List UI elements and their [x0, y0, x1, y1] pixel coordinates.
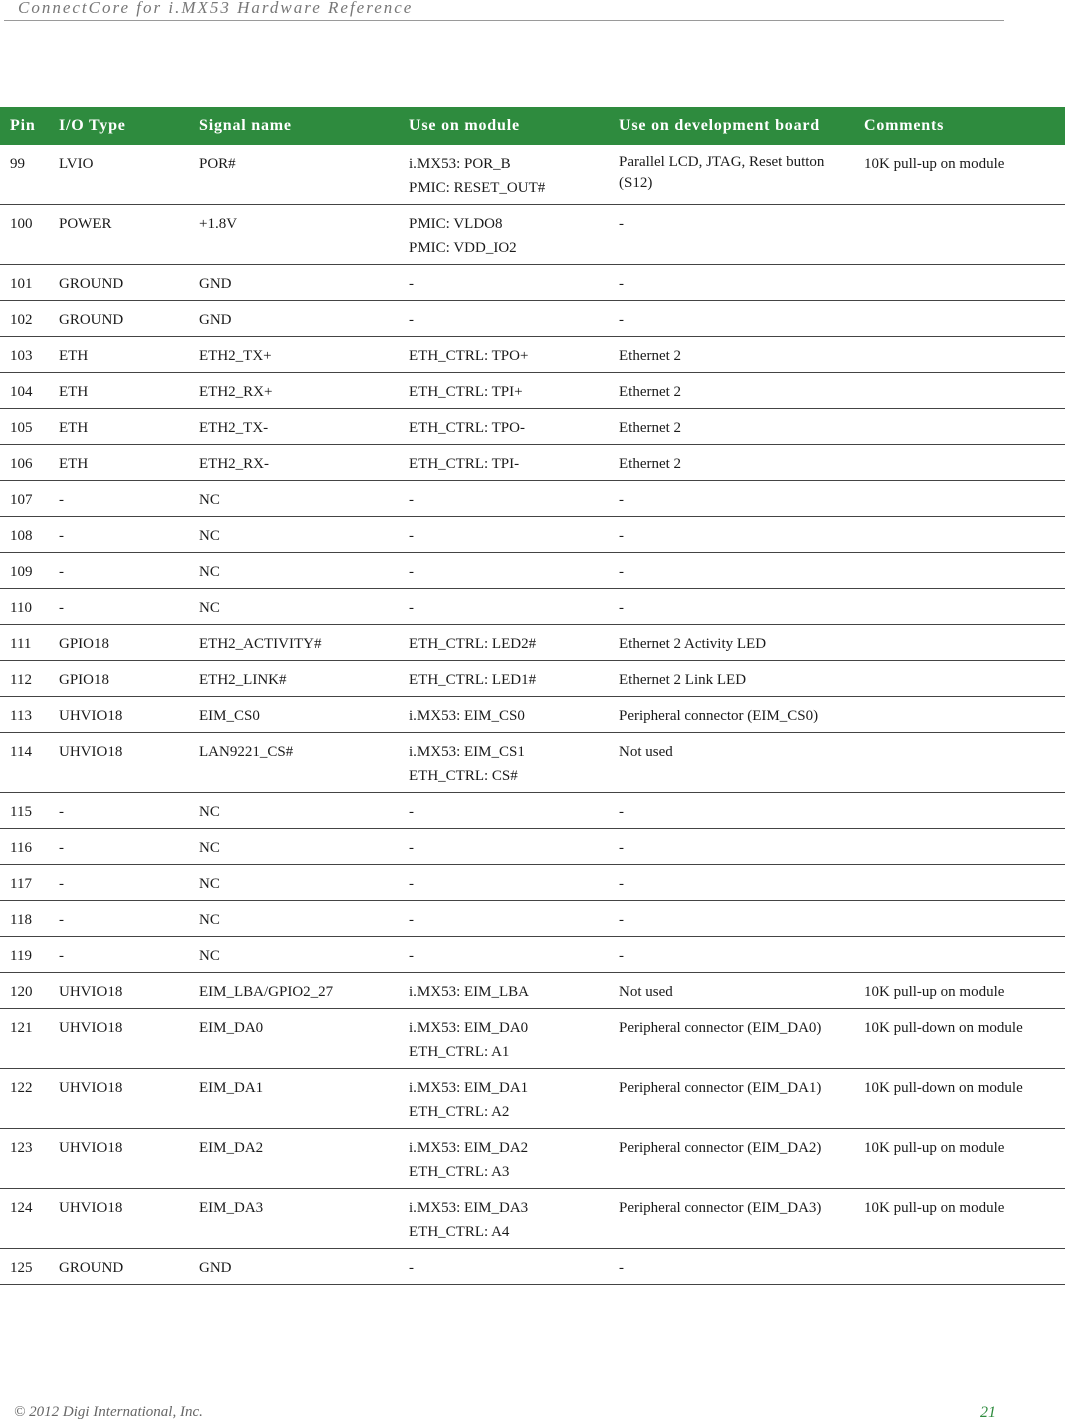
cell-use-on-board: - — [609, 265, 854, 301]
table-row — [0, 865, 1065, 901]
cell-use-on-board: Ethernet 2 Activity LED — [609, 625, 854, 661]
cell-use-on-module — [399, 445, 609, 481]
cell-pin: 110 — [0, 589, 49, 625]
cell-signal-name: EIM_DA0 — [189, 1009, 399, 1069]
cell-use-on-board: - — [609, 1249, 854, 1285]
cell-comments — [854, 937, 1065, 973]
module-use-line: - — [409, 312, 414, 328]
cell-signal-name: NC — [189, 517, 399, 553]
cell-io-type: GPIO18 — [49, 661, 189, 697]
cell-use-on-module — [399, 1129, 609, 1189]
cell-comments — [854, 481, 1065, 517]
footer-copyright: © 2012 Digi International, Inc. — [14, 1404, 203, 1420]
cell-signal-name: NC — [189, 865, 399, 901]
cell-signal-name: ETH2_LINK# — [189, 661, 399, 697]
cell-pin: 99 — [0, 145, 49, 205]
module-use-line: - — [409, 876, 414, 892]
cell-pin: 125 — [0, 1249, 49, 1285]
cell-signal-name: NC — [189, 829, 399, 865]
cell-pin: 118 — [0, 901, 49, 937]
cell-comments — [854, 865, 1065, 901]
cell-pin: 120 — [0, 973, 49, 1009]
module-use-line: i.MX53: EIM_CS0 — [409, 708, 525, 724]
cell-pin: 123 — [0, 1129, 49, 1189]
cell-comments — [854, 829, 1065, 865]
table-row — [0, 517, 1065, 553]
column-header-use-on-board: Use on development board — [609, 107, 854, 145]
cell-use-on-module — [399, 1069, 609, 1129]
cell-io-type: - — [49, 553, 189, 589]
table-row — [0, 937, 1065, 973]
module-use-line: - — [409, 948, 414, 964]
cell-comments — [854, 733, 1065, 793]
column-header-use-on-module: Use on module — [399, 107, 609, 145]
module-use-line: - — [409, 600, 414, 616]
cell-io-type: UHVIO18 — [49, 697, 189, 733]
module-use-line: i.MX53: EIM_DA2 — [409, 1140, 529, 1156]
cell-pin: 106 — [0, 445, 49, 481]
cell-signal-name: EIM_LBA/GPIO2_27 — [189, 973, 399, 1009]
module-use-line: ETH_CTRL: TPO- — [409, 420, 525, 436]
cell-io-type: GROUND — [49, 265, 189, 301]
cell-comments: 10K pull-down on module — [854, 1069, 1065, 1129]
cell-signal-name: EIM_CS0 — [189, 697, 399, 733]
module-use-line: ETH_CTRL: TPI+ — [409, 384, 523, 400]
cell-use-on-module — [399, 517, 609, 553]
table-row — [0, 553, 1065, 589]
module-use-line: i.MX53: EIM_LBA — [409, 984, 529, 1000]
cell-use-on-module — [399, 937, 609, 973]
module-use-line: ETH_CTRL: CS# — [409, 768, 518, 784]
cell-signal-name: NC — [189, 481, 399, 517]
cell-signal-name: LAN9221_CS# — [189, 733, 399, 793]
cell-use-on-module — [399, 481, 609, 517]
cell-pin: 112 — [0, 661, 49, 697]
cell-use-on-module — [399, 1009, 609, 1069]
module-use-line: ETH_CTRL: TPI- — [409, 456, 520, 472]
cell-use-on-module — [399, 409, 609, 445]
cell-comments — [854, 517, 1065, 553]
table-row — [0, 337, 1065, 373]
cell-use-on-module — [399, 553, 609, 589]
cell-pin: 103 — [0, 337, 49, 373]
table-row — [0, 625, 1065, 661]
cell-use-on-board: Peripheral connector (EIM_DA1) — [609, 1069, 854, 1129]
cell-comments — [854, 793, 1065, 829]
cell-use-on-board: Ethernet 2 — [609, 409, 854, 445]
table-row — [0, 1189, 1065, 1249]
cell-comments — [854, 445, 1065, 481]
cell-comments: 10K pull-up on module — [854, 973, 1065, 1009]
cell-comments — [854, 625, 1065, 661]
cell-signal-name: EIM_DA3 — [189, 1189, 399, 1249]
cell-signal-name: NC — [189, 937, 399, 973]
cell-use-on-board: Peripheral connector (EIM_DA2) — [609, 1129, 854, 1189]
cell-pin: 117 — [0, 865, 49, 901]
header-rule — [4, 20, 1004, 21]
pin-table — [0, 107, 1065, 1285]
cell-comments — [854, 1249, 1065, 1285]
cell-io-type: UHVIO18 — [49, 1009, 189, 1069]
cell-use-on-module — [399, 733, 609, 793]
cell-comments — [854, 301, 1065, 337]
cell-use-on-module — [399, 145, 609, 205]
table-row — [0, 1069, 1065, 1129]
cell-pin: 114 — [0, 733, 49, 793]
cell-io-type: LVIO — [49, 145, 189, 205]
table-row — [0, 205, 1065, 265]
cell-pin: 111 — [0, 625, 49, 661]
cell-io-type: GPIO18 — [49, 625, 189, 661]
cell-use-on-module — [399, 865, 609, 901]
cell-use-on-module — [399, 337, 609, 373]
module-use-line: PMIC: RESET_OUT# — [409, 180, 546, 196]
cell-signal-name: ETH2_ACTIVITY# — [189, 625, 399, 661]
cell-comments — [854, 589, 1065, 625]
cell-use-on-board: - — [609, 481, 854, 517]
cell-use-on-board: - — [609, 829, 854, 865]
cell-pin: 104 — [0, 373, 49, 409]
cell-use-on-board: Peripheral connector (EIM_DA3) — [609, 1189, 854, 1249]
module-use-line: - — [409, 840, 414, 856]
cell-pin: 100 — [0, 205, 49, 265]
cell-io-type: GROUND — [49, 301, 189, 337]
cell-use-on-module — [399, 625, 609, 661]
cell-pin: 119 — [0, 937, 49, 973]
cell-io-type: UHVIO18 — [49, 733, 189, 793]
cell-signal-name: GND — [189, 1249, 399, 1285]
cell-use-on-board: - — [609, 937, 854, 973]
cell-io-type: ETH — [49, 373, 189, 409]
cell-use-on-board: - — [609, 589, 854, 625]
cell-signal-name: ETH2_TX- — [189, 409, 399, 445]
cell-pin: 109 — [0, 553, 49, 589]
cell-io-type: - — [49, 589, 189, 625]
cell-use-on-module — [399, 373, 609, 409]
table-row — [0, 901, 1065, 937]
cell-pin: 124 — [0, 1189, 49, 1249]
cell-comments: 10K pull-up on module — [854, 1189, 1065, 1249]
cell-use-on-module — [399, 697, 609, 733]
module-use-line: i.MX53: EIM_CS1 — [409, 744, 525, 760]
cell-use-on-board: - — [609, 793, 854, 829]
cell-signal-name: ETH2_RX+ — [189, 373, 399, 409]
table-row — [0, 589, 1065, 625]
module-use-line: - — [409, 1260, 414, 1276]
module-use-line: - — [409, 528, 414, 544]
cell-use-on-board: Ethernet 2 — [609, 337, 854, 373]
cell-use-on-board-text: Parallel LCD, JTAG, Reset button (S12) — [619, 154, 825, 191]
cell-io-type: ETH — [49, 445, 189, 481]
cell-io-type: POWER — [49, 205, 189, 265]
cell-comments — [854, 265, 1065, 301]
table-row — [0, 301, 1065, 337]
cell-use-on-board: - — [609, 553, 854, 589]
cell-pin: 121 — [0, 1009, 49, 1069]
cell-pin: 107 — [0, 481, 49, 517]
cell-use-on-board: Not used — [609, 733, 854, 793]
cell-use-on-module — [399, 973, 609, 1009]
cell-use-on-board: Ethernet 2 — [609, 445, 854, 481]
cell-io-type: - — [49, 865, 189, 901]
module-use-line: PMIC: VDD_IO2 — [409, 240, 517, 256]
cell-signal-name: NC — [189, 793, 399, 829]
cell-comments — [854, 373, 1065, 409]
cell-signal-name: GND — [189, 301, 399, 337]
table-body — [0, 145, 1065, 1285]
cell-comments — [854, 901, 1065, 937]
cell-use-on-board: Peripheral connector (EIM_CS0) — [609, 697, 854, 733]
cell-signal-name: EIM_DA1 — [189, 1069, 399, 1129]
cell-signal-name: +1.8V — [189, 205, 399, 265]
table-row — [0, 409, 1065, 445]
cell-io-type: - — [49, 901, 189, 937]
cell-io-type: GROUND — [49, 1249, 189, 1285]
cell-use-on-module — [399, 205, 609, 265]
table-row — [0, 793, 1065, 829]
cell-use-on-board: - — [609, 865, 854, 901]
module-use-line: PMIC: VLDO8 — [409, 216, 503, 232]
cell-use-on-board: Peripheral connector (EIM_DA0) — [609, 1009, 854, 1069]
table-row — [0, 445, 1065, 481]
table-row — [0, 661, 1065, 697]
module-use-line: ETH_CTRL: LED2# — [409, 636, 537, 652]
cell-pin: 105 — [0, 409, 49, 445]
cell-io-type: - — [49, 937, 189, 973]
cell-comments — [854, 409, 1065, 445]
cell-io-type: ETH — [49, 337, 189, 373]
module-use-line: ETH_CTRL: TPO+ — [409, 348, 529, 364]
cell-use-on-module — [399, 901, 609, 937]
cell-signal-name: NC — [189, 553, 399, 589]
column-header-signal-name: Signal name — [189, 107, 399, 145]
cell-io-type: UHVIO18 — [49, 973, 189, 1009]
module-use-line: - — [409, 276, 414, 292]
page-number: 21 — [980, 1404, 996, 1421]
cell-signal-name: NC — [189, 589, 399, 625]
module-use-line: ETH_CTRL: A4 — [409, 1224, 510, 1240]
column-header-io-type: I/O Type — [49, 107, 189, 145]
cell-comments: 10K pull-down on module — [854, 1009, 1065, 1069]
cell-use-on-board: - — [609, 301, 854, 337]
cell-comments — [854, 205, 1065, 265]
cell-io-type: - — [49, 481, 189, 517]
cell-pin: 101 — [0, 265, 49, 301]
cell-use-on-module — [399, 661, 609, 697]
cell-use-on-module — [399, 589, 609, 625]
table-row — [0, 145, 1065, 205]
module-use-line: i.MX53: EIM_DA0 — [409, 1020, 529, 1036]
cell-pin: 102 — [0, 301, 49, 337]
table-row — [0, 973, 1065, 1009]
cell-use-on-module — [399, 301, 609, 337]
cell-pin: 122 — [0, 1069, 49, 1129]
module-use-line: ETH_CTRL: A1 — [409, 1044, 510, 1060]
table-row — [0, 697, 1065, 733]
table-row — [0, 1249, 1065, 1285]
cell-signal-name: ETH2_RX- — [189, 445, 399, 481]
cell-pin: 108 — [0, 517, 49, 553]
cell-signal-name: NC — [189, 901, 399, 937]
column-header-comments: Comments — [854, 107, 1065, 145]
table-row — [0, 265, 1065, 301]
cell-io-type: - — [49, 517, 189, 553]
cell-use-on-board: - — [609, 901, 854, 937]
table-row — [0, 829, 1065, 865]
cell-use-on-board: - — [609, 205, 854, 265]
cell-use-on-module — [399, 1249, 609, 1285]
cell-pin: 116 — [0, 829, 49, 865]
table-header-row — [0, 107, 1065, 145]
cell-signal-name: GND — [189, 265, 399, 301]
module-use-line: i.MX53: POR_B — [409, 156, 511, 172]
cell-comments: 10K pull-up on module — [854, 145, 1065, 205]
module-use-line: ETH_CTRL: A3 — [409, 1164, 510, 1180]
cell-io-type: - — [49, 793, 189, 829]
cell-comments: 10K pull-up on module — [854, 1129, 1065, 1189]
cell-use-on-board: Ethernet 2 — [609, 373, 854, 409]
cell-comments — [854, 553, 1065, 589]
module-use-line: - — [409, 912, 414, 928]
cell-use-on-module — [399, 829, 609, 865]
cell-io-type: UHVIO18 — [49, 1069, 189, 1129]
column-header-pin: Pin — [0, 107, 49, 145]
cell-use-on-board: Ethernet 2 Link LED — [609, 661, 854, 697]
module-use-line: i.MX53: EIM_DA1 — [409, 1080, 529, 1096]
module-use-line: i.MX53: EIM_DA3 — [409, 1200, 529, 1216]
table-row — [0, 481, 1065, 517]
cell-comments — [854, 697, 1065, 733]
cell-use-on-board: Not used — [609, 973, 854, 1009]
table-row — [0, 733, 1065, 793]
cell-use-on-board — [609, 145, 854, 205]
cell-use-on-module — [399, 1189, 609, 1249]
cell-use-on-board: - — [609, 517, 854, 553]
cell-io-type: - — [49, 829, 189, 865]
cell-io-type: UHVIO18 — [49, 1189, 189, 1249]
cell-signal-name: POR# — [189, 145, 399, 205]
cell-comments — [854, 661, 1065, 697]
module-use-line: ETH_CTRL: LED1# — [409, 672, 537, 688]
table-row — [0, 1129, 1065, 1189]
module-use-line: ETH_CTRL: A2 — [409, 1104, 510, 1120]
cell-io-type: UHVIO18 — [49, 1129, 189, 1189]
module-use-line: - — [409, 564, 414, 580]
cell-io-type: ETH — [49, 409, 189, 445]
cell-signal-name: ETH2_TX+ — [189, 337, 399, 373]
module-use-line: - — [409, 492, 414, 508]
cell-pin: 115 — [0, 793, 49, 829]
table-row — [0, 1009, 1065, 1069]
cell-signal-name: EIM_DA2 — [189, 1129, 399, 1189]
cell-use-on-module — [399, 265, 609, 301]
cell-use-on-module — [399, 793, 609, 829]
cell-pin: 113 — [0, 697, 49, 733]
module-use-line: - — [409, 804, 414, 820]
running-header: ConnectCore for i.MX53 Hardware Reference — [18, 0, 414, 17]
table-row — [0, 373, 1065, 409]
cell-comments — [854, 337, 1065, 373]
